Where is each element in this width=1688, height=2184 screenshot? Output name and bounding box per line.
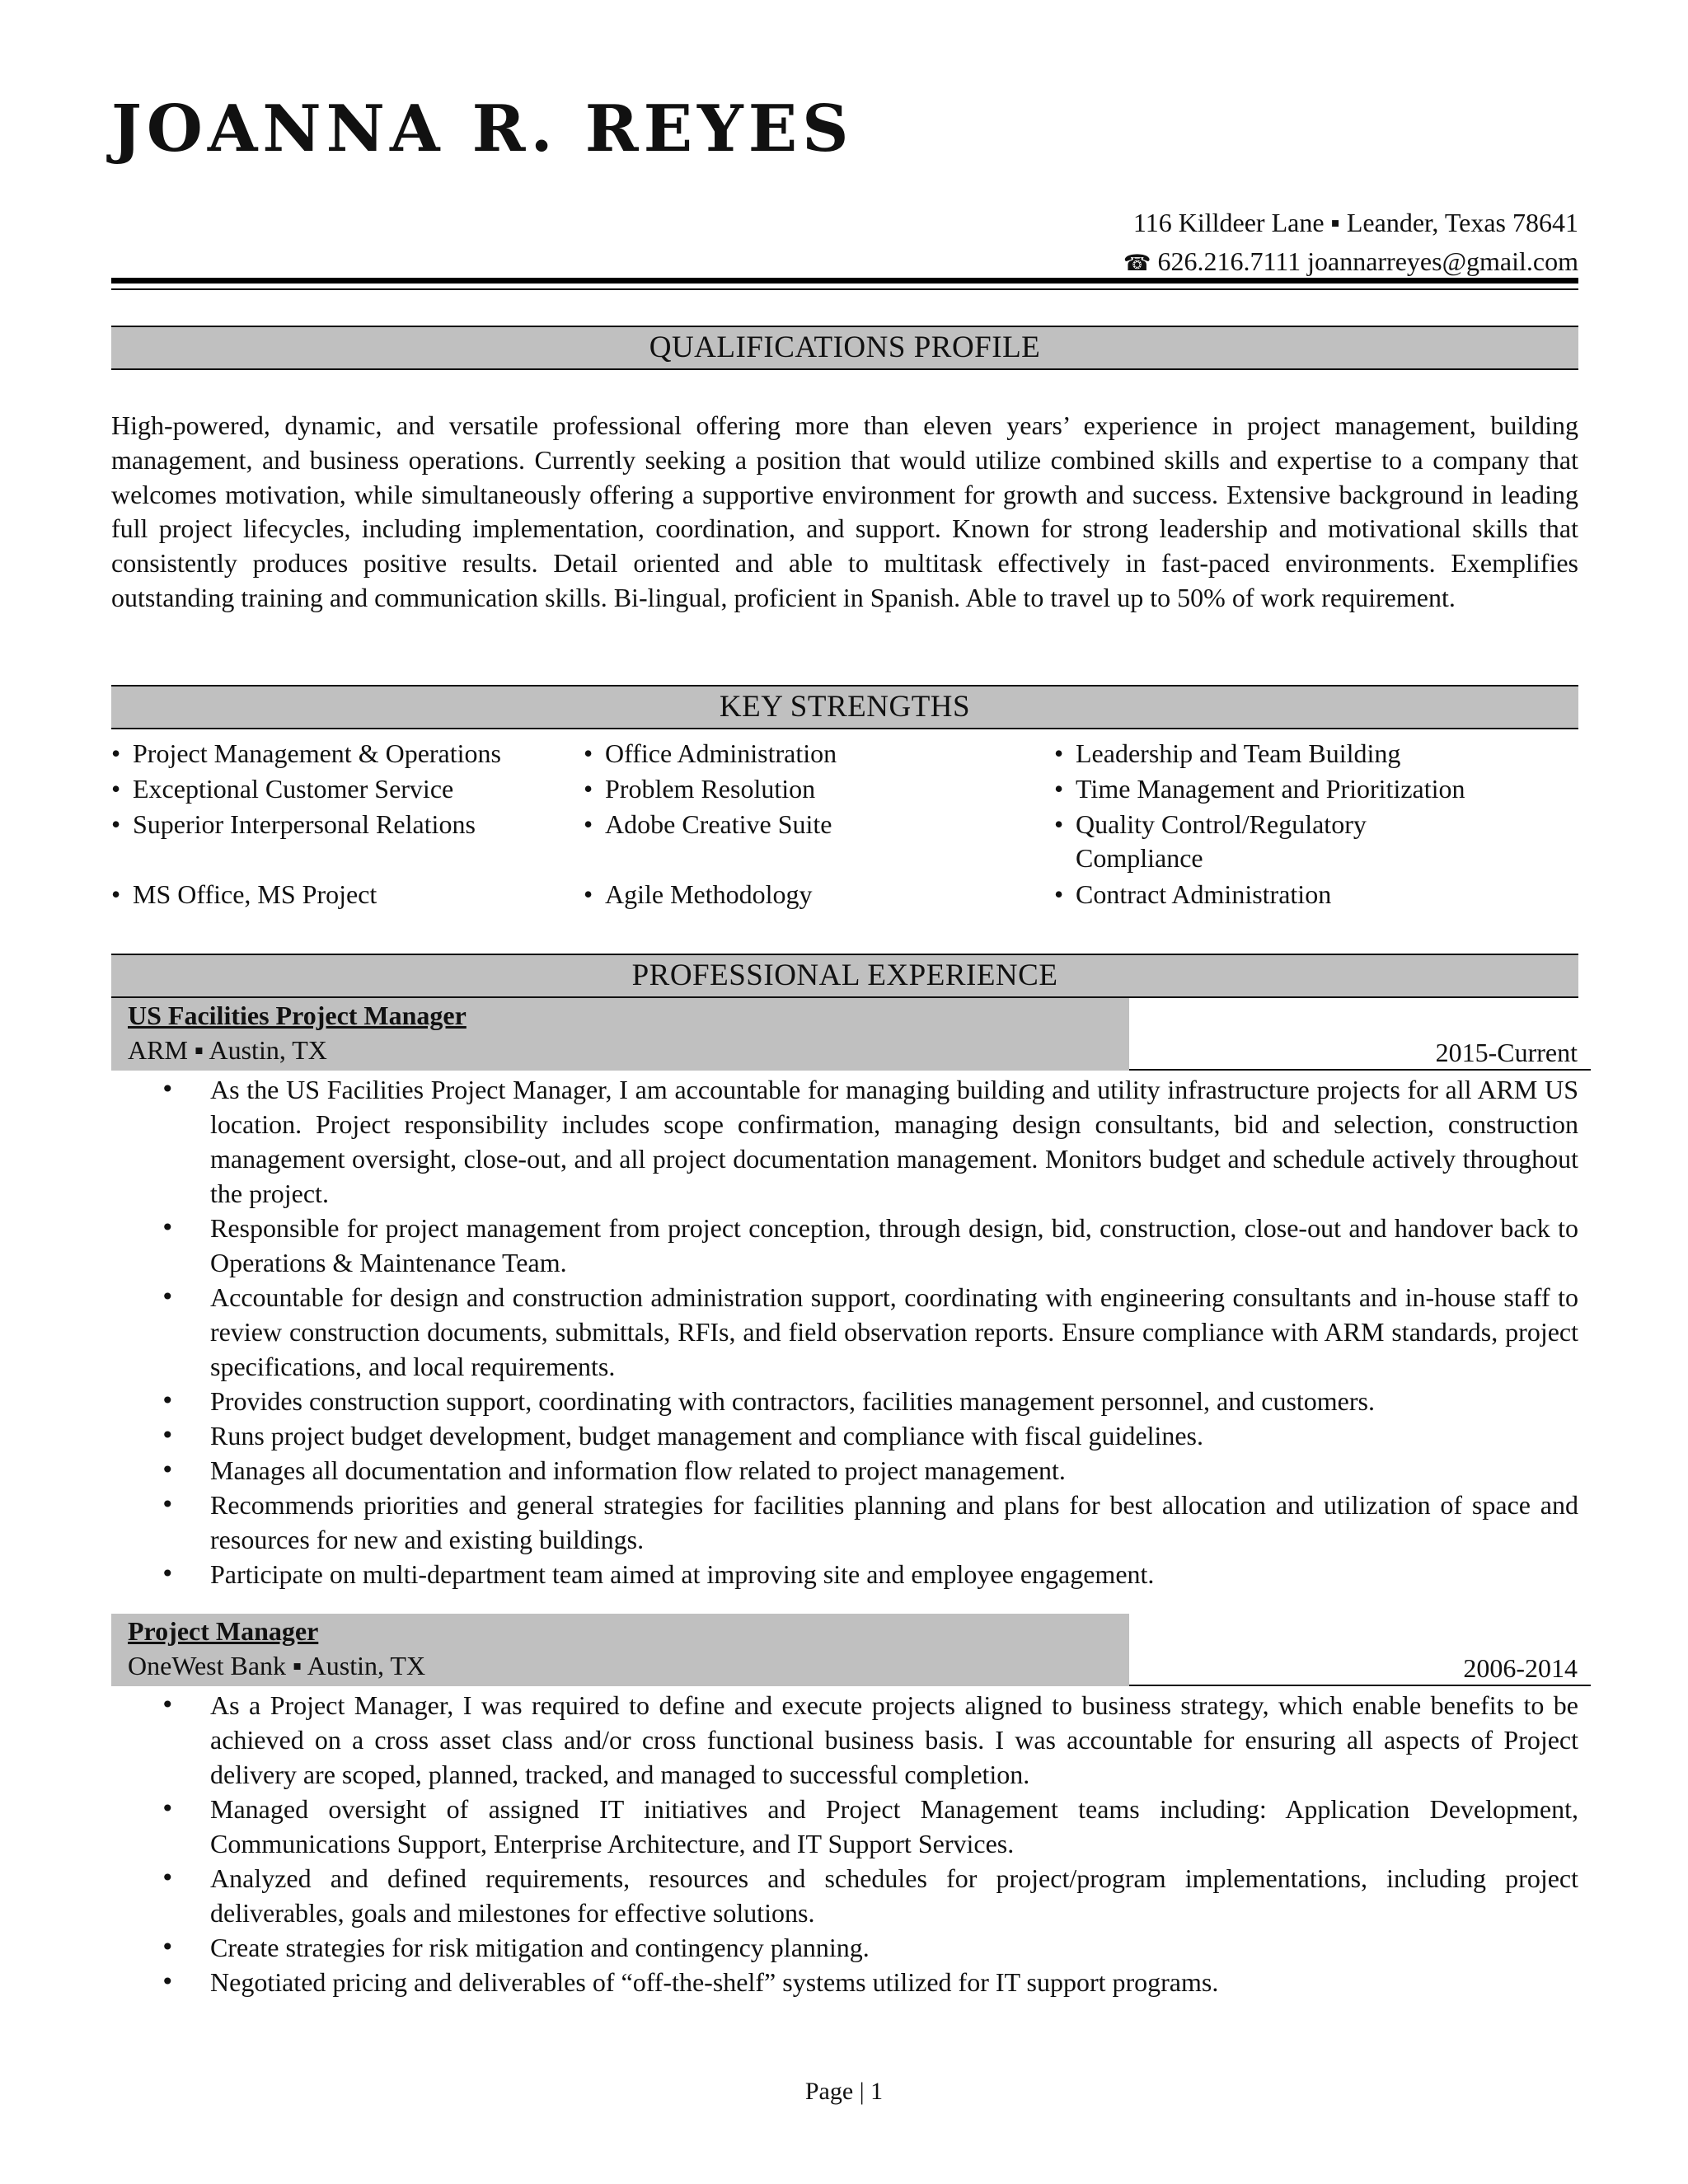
list-item: • Runs project budget development, budget management and compliance with fiscal guidelines.	[161, 1421, 1203, 1451]
list-item: • Accountable for design and construction administration support, coordinating with engineering consultants and in-house staff to review construction documents, submittals, RFIs, and field observation reports. Ensure compliance with ARM standards, project specifications, and local requirements.	[161, 1282, 1578, 1381]
list-item: • As a Project Manager, I was required to define and execute projects aligned to business strategy, which enable benefits to be achieved on a cross asset class and/or cross functional business basis. I was accountable for ensuring all aspects of Project delivery are scoped, planned, tracked, and managed to successful completion.	[161, 1690, 1578, 1789]
qualifications-heading: QUALIFICATIONS PROFILE	[111, 326, 1578, 370]
job-dates: 2006-2014	[1129, 1650, 1591, 1686]
qualifications-text: High-powered, dynamic, and versatile professional offering more than eleven years’ experience in project management, building management, and business operations. Currently seeking a position that would utilize combined skills and expertise to a company that welcomes motivation, while simultaneously offering a supportive environment for growth and success. Extensive background in leading full project lifecycles, including implementation, coordination, and support. Known for strong leadership and motivational skills that consistently produces positive results. Detail oriented and able to multitask effectively in fast-paced environments. Exemplifies outstanding training and communication skills. Bi-lingual, proficient in Spanish. Able to travel up to 50% of work requirement.	[111, 410, 1578, 612]
job-title: US Facilities Project Manager	[128, 1001, 467, 1030]
separator-square-icon: ▪	[1330, 208, 1340, 237]
list-item: • Manages all documentation and information flow related to project management.	[161, 1455, 1066, 1485]
list-item: • As the US Facilities Project Manager, I am accountable for managing building and utility infrastructure projects for all ARM US location. Project responsibility includes scope confirmation, managing design consultants, bid and selection, construction management oversight, close-out, and all project documentation management. Monitors budget and schedule actively throughout the project.	[161, 1075, 1578, 1208]
job-bullet-list	[111, 1688, 1578, 1999]
strength-item: • Office Administration	[584, 738, 837, 768]
strength-item: • Exceptional Customer Service	[111, 774, 454, 804]
candidate-name: JOANNA R. REYES	[111, 91, 854, 166]
job-dates: 2015-Current	[1129, 1034, 1591, 1071]
strength-item: • Superior Interpersonal Relations	[111, 809, 476, 839]
strength-item: • Quality Control/Regulatory Compliance	[1054, 809, 1367, 873]
list-item: • Create strategies for risk mitigation and contingency planning.	[161, 1933, 870, 1962]
job-header	[111, 1614, 1129, 1686]
job-header	[111, 998, 1129, 1071]
job-bullet-list	[111, 1072, 1578, 1591]
strength-item: • Problem Resolution	[584, 774, 816, 804]
phone-icon: ☎	[1123, 251, 1151, 276]
job-company: ARM ▪ Austin, TX	[128, 1035, 327, 1065]
phone-number: 626.216.7111	[1157, 246, 1301, 276]
contact-block	[1123, 204, 1578, 282]
list-item: • Participate on multi-department team aimed at improving site and employee engagement.	[161, 1559, 1155, 1589]
email-address: joannarreyes@gmail.com	[1307, 246, 1578, 276]
strength-item: • Project Management & Operations	[111, 738, 501, 768]
job-company: OneWest Bank ▪ Austin, TX	[128, 1651, 426, 1680]
job-title: Project Manager	[128, 1616, 319, 1646]
strength-item: • Time Management and Prioritization	[1054, 774, 1465, 804]
strength-item: • Adobe Creative Suite	[584, 809, 832, 839]
list-item: • Recommends priorities and general strategies for facilities planning and plans for best allocation and utilization of space and resources for new and existing buildings.	[161, 1490, 1578, 1554]
list-item: • Provides construction support, coordinating with contractors, facilities management personnel, and customers.	[161, 1386, 1375, 1416]
list-item: • Responsible for project management from project conception, through design, bid, construction, close-out and handover back to Operations & Maintenance Team.	[161, 1213, 1578, 1277]
professional-experience-heading: PROFESSIONAL EXPERIENCE	[111, 954, 1578, 998]
address-line	[1123, 204, 1578, 243]
city-state-zip: Leander, Texas 78641	[1346, 208, 1578, 237]
strength-item: • Agile Methodology	[584, 879, 813, 909]
key-strengths-heading: KEY STRENGTHS	[111, 685, 1578, 729]
phone-email-line	[1123, 243, 1578, 282]
list-item: • Analyzed and defined requirements, resources and schedules for project/program implementations, including project deliverables, goals and milestones for effective solutions.	[161, 1863, 1578, 1928]
strength-item: • MS Office, MS Project	[111, 879, 377, 909]
page-number: Page | 1	[804, 2078, 884, 2105]
strength-item: • Contract Administration	[1054, 879, 1332, 909]
header-rule-thick	[111, 278, 1578, 284]
list-item: • Managed oversight of assigned IT initiatives and Project Management teams including: Application Development, Communications Support, Enterprise Architecture, and IT Support Services.	[161, 1794, 1578, 1858]
strength-item: • Leadership and Team Building	[1054, 738, 1401, 768]
street-address: 116 Killdeer Lane	[1132, 208, 1325, 237]
list-item: • Negotiated pricing and deliverables of “off-the-shelf” systems utilized for IT support programs.	[161, 1967, 1219, 1997]
header-rule-thin	[111, 288, 1578, 290]
